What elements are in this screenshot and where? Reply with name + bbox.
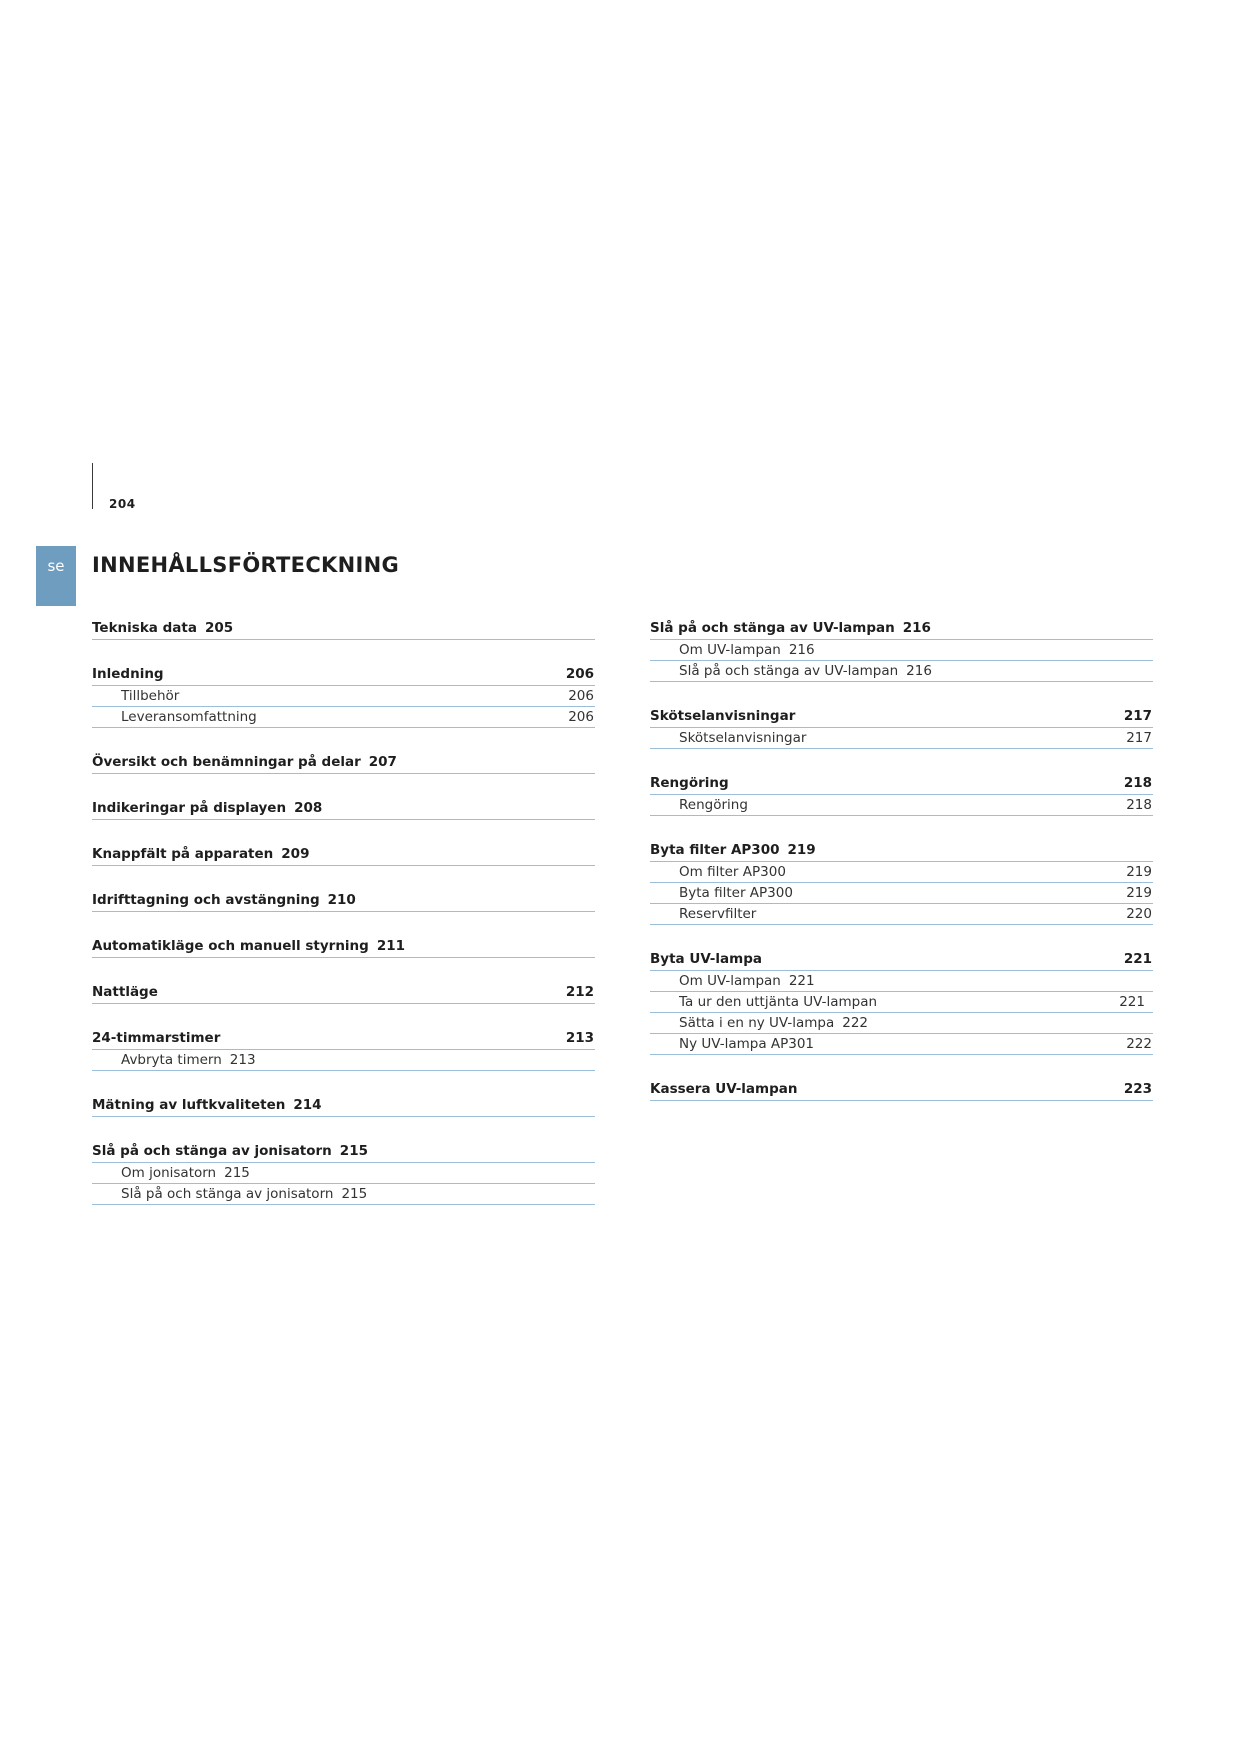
language-tab: se — [36, 546, 76, 606]
page-number-rule — [92, 463, 93, 509]
toc-subentry[interactable]: Avbryta timern 213 — [92, 1050, 595, 1071]
toc-entry[interactable]: Slå på och stänga av UV-lampan 216 — [650, 611, 1153, 640]
toc-entry[interactable]: Byta UV-lampa 221 — [650, 942, 1153, 971]
toc-entry[interactable]: 24-timmarstimer 213 — [92, 1021, 595, 1050]
toc-subentry[interactable]: Sätta i en ny UV-lampa 222 — [650, 1013, 1153, 1034]
toc-section — [650, 1072, 1153, 1101]
toc-subentry[interactable]: Slå på och stänga av jonisatorn 215 — [92, 1184, 595, 1205]
toc-subentry[interactable]: Reservfilter 220 — [650, 904, 1153, 925]
toc-section — [650, 611, 1153, 682]
toc-entry[interactable]: Kassera UV-lampan 223 — [650, 1072, 1153, 1101]
toc-section — [92, 883, 595, 912]
toc-subentry[interactable]: Ta ur den uttjänta UV-lampan 221 — [650, 992, 1153, 1013]
toc-section — [92, 1134, 595, 1205]
toc-section — [650, 833, 1153, 925]
toc-subentry[interactable]: Om jonisatorn 215 — [92, 1163, 595, 1184]
toc-subentry[interactable]: Om filter AP300 219 — [650, 862, 1153, 883]
toc-entry[interactable]: Tekniska data 205 — [92, 611, 595, 640]
toc-entry[interactable]: Rengöring 218 — [650, 766, 1153, 795]
toc-entry[interactable]: Idrifttagning och avstängning 210 — [92, 883, 595, 912]
toc-section — [92, 975, 595, 1004]
toc-left-column — [92, 611, 595, 1222]
toc-subentry[interactable]: Om UV-lampan 216 — [650, 640, 1153, 661]
toc-subentry[interactable]: Ny UV-lampa AP301 222 — [650, 1034, 1153, 1055]
toc-section — [92, 611, 595, 640]
toc-section — [92, 791, 595, 820]
toc-section — [92, 745, 595, 774]
toc-section — [92, 1021, 595, 1071]
toc-entry[interactable]: Byta filter AP300 219 — [650, 833, 1153, 862]
toc-entry[interactable]: Översikt och benämningar på delar 207 — [92, 745, 595, 774]
toc-section — [92, 929, 595, 958]
toc-section — [650, 766, 1153, 816]
toc-entry[interactable]: Indikeringar på displayen 208 — [92, 791, 595, 820]
toc-entry[interactable]: Slå på och stänga av jonisatorn 215 — [92, 1134, 595, 1163]
toc-subentry[interactable]: Rengöring 218 — [650, 795, 1153, 816]
page-title: INNEHÅLLSFÖRTECKNING — [92, 553, 400, 577]
toc-section — [92, 657, 595, 728]
toc-entry[interactable]: Nattläge 212 — [92, 975, 595, 1004]
toc-subentry[interactable]: Tillbehör 206 — [92, 686, 595, 707]
toc-subentry[interactable]: Byta filter AP300 219 — [650, 883, 1153, 904]
toc-entry[interactable]: Automatikläge och manuell styrning 211 — [92, 929, 595, 958]
toc-entry[interactable]: Inledning 206 — [92, 657, 595, 686]
toc-section — [650, 699, 1153, 749]
toc-section — [650, 942, 1153, 1055]
toc-entry[interactable]: Knappfält på apparaten 209 — [92, 837, 595, 866]
toc-section — [92, 1088, 595, 1117]
page-number: 204 — [109, 497, 136, 511]
toc-subentry[interactable]: Skötselanvisningar 217 — [650, 728, 1153, 749]
toc-subentry[interactable]: Leveransomfattning 206 — [92, 707, 595, 728]
toc-entry[interactable]: Mätning av luftkvaliteten 214 — [92, 1088, 595, 1117]
toc-subentry[interactable]: Om UV-lampan 221 — [650, 971, 1153, 992]
toc-subentry[interactable]: Slå på och stänga av UV-lampan 216 — [650, 661, 1153, 682]
toc-right-column — [650, 611, 1153, 1118]
toc-entry[interactable]: Skötselanvisningar 217 — [650, 699, 1153, 728]
toc-section — [92, 837, 595, 866]
